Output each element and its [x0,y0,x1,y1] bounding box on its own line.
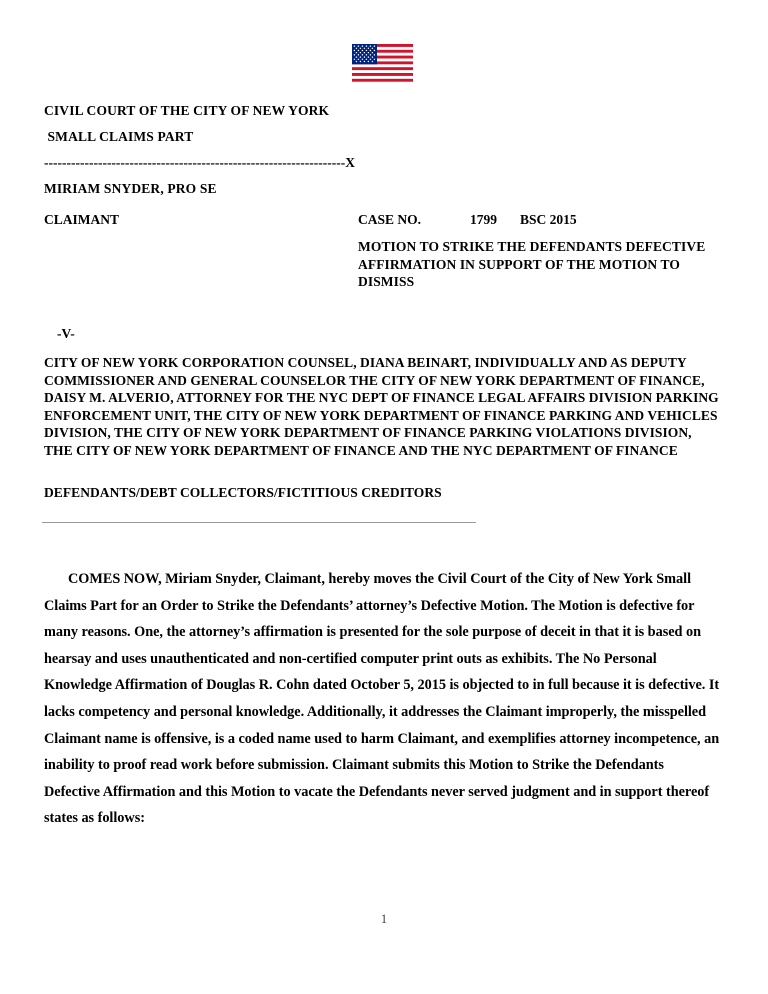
body-paragraph [44,566,720,832]
court-name: CIVIL COURT OF THE CITY OF NEW YORK [44,103,330,118]
claimant-name: MIRIAM SNYDER, PRO SE [44,181,217,196]
defendants-role-label: DEFENDANTS/DEBT COLLECTORS/FICTITIOUS CREDITORS [44,485,442,500]
court-caption-header [44,98,734,202]
case-number-suffix: BSC 2015 [520,212,577,227]
us-flag-icon [351,43,414,83]
body-paragraph-text: COMES NOW, Miriam Snyder, Claimant, hereby moves the Civil Court of the City of New York Small Claims Part for an Order to Strike the Defendants’ attorney’s Defective Motion. The Motion is defective for many reasons. One, the attorney’s affirmation is presented for the sole purpose of deceit in that it is based on hearsay and uses unauthenticated and non-certified computer print outs as exhibits. The No Personal Knowledge Affirmation of Douglas R. Cohn dated October 5, 2015 is objected to in full because it is defective. It lacks competency and personal knowledge. Additionally, it addresses the Claimant improperly, the misspelled Claimant name is offensive, is a coded name used to harm Claimant, and exemplifies attorney incompetence, an inability to proof read work before submission. Claimant submits this Motion to Strike the Defendants Defective Affirmation and this Motion to vacate the Defendants never served judgment and in support thereof states as follows: [44,571,720,827]
page-number: 1 [380,912,388,926]
section-divider [42,522,476,523]
defendants-list: CITY OF NEW YORK CORPORATION COUNSEL, DIANA BEINART, INDIVIDUALLY AND AS DEPUTY COMMISSIONER AND GENERAL COUNSELOR THE CITY OF NEW YORK DEPARTMENT OF FINANCE, DAISY M. ALVERIO, ATTORNEY FOR THE NYC DEPT OF FINANCE LEGAL AFFAIRS DIVISION PARKING ENFORCEMENT UNIT, THE CITY OF NEW YORK DEPARTMENT OF FINANCE PARKING AND VEHICLES DIVISION, THE CITY OF NEW YORK DEPARTMENT OF FINANCE PARKING VIOLATIONS DIVISION, THE CITY OF NEW YORK DEPARTMENT OF FINANCE AND THE NYC DEPARTMENT OF FINANCE [44,355,719,458]
claimant-case-row [44,210,734,234]
claimant-label: CLAIMANT [44,212,120,227]
court-part: SMALL CLAIMS PART [44,129,194,144]
case-number-value: 1799 [470,212,497,227]
versus-marker: -V- [57,326,75,341]
caption-dash-rule: -------------------------------------------------------------------X [44,155,355,170]
motion-title: MOTION TO STRIKE THE DEFENDANTS DEFECTIVE AFFIRMATION IN SUPPORT OF THE MOTION TO DISMISS [358,239,706,289]
case-number-label: CASE NO. [358,212,422,227]
